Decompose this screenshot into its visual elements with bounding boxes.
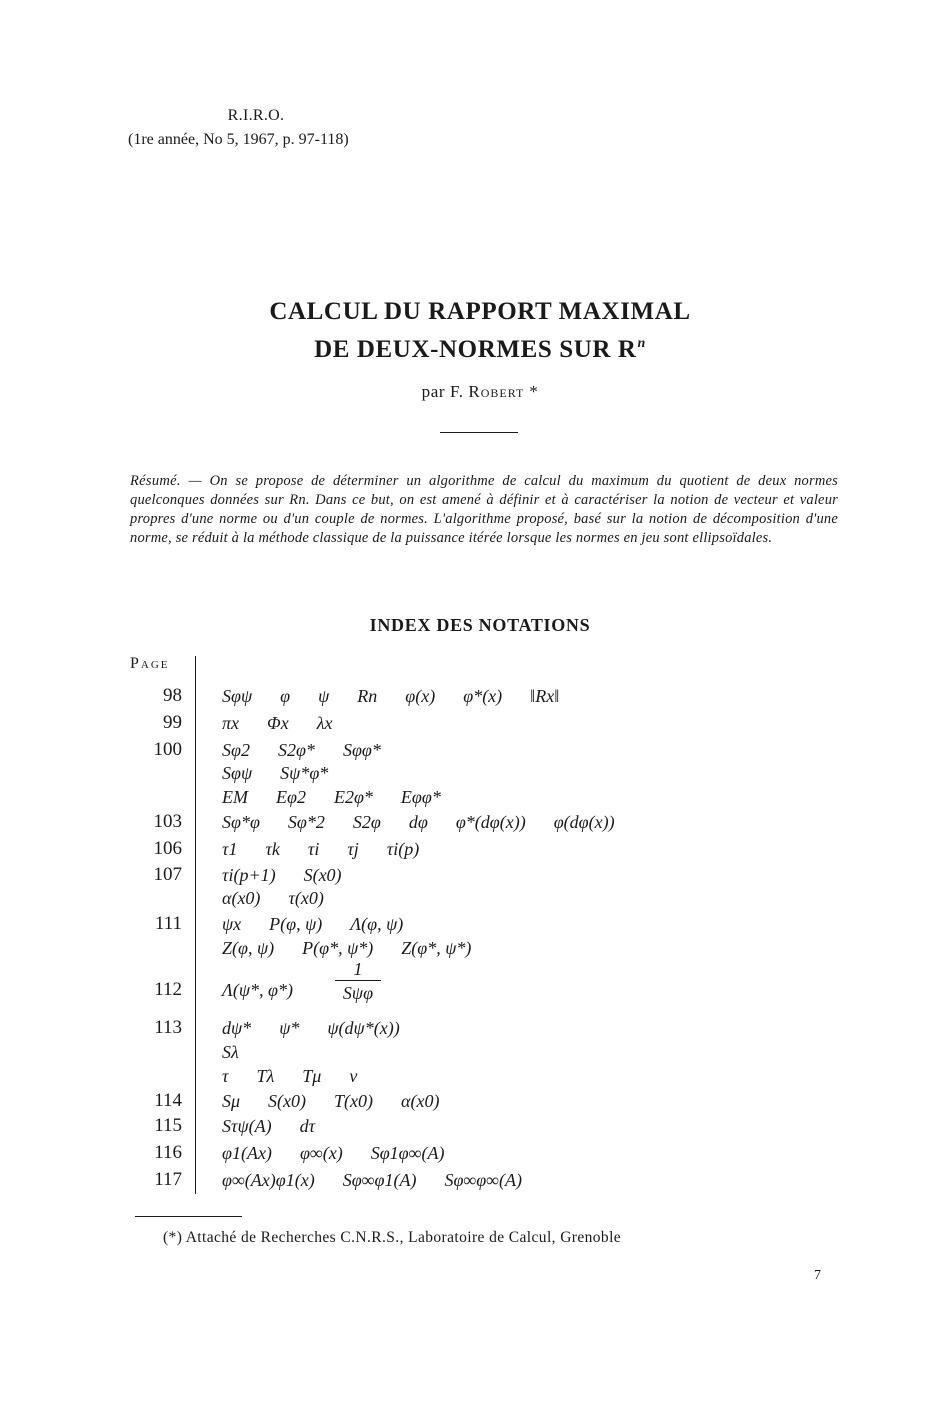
author-name: Robert (468, 382, 525, 401)
journal-issue: (1re année, No 5, 1967, p. 97-118) (128, 131, 349, 148)
abstract-label: Résumé. — (130, 473, 202, 489)
page-number: 7 (814, 1268, 821, 1283)
notation-symbol: Tμ (302, 1066, 322, 1086)
index-row (130, 1063, 830, 1089)
notation-symbol: τ1 (222, 839, 238, 859)
title-separator (440, 432, 518, 433)
index-row (130, 710, 830, 736)
index-symbols (222, 977, 321, 1003)
notation-symbol: ψ (318, 686, 330, 706)
notation-fraction (335, 959, 381, 1003)
notation-symbol: φ(x) (405, 686, 436, 706)
notation-symbol: ‖Rx‖ (530, 686, 560, 706)
notation-symbol: α(x0) (401, 1091, 440, 1111)
abstract-text: On se propose de déterminer un algorithme de calcul du maximum du quotient de deux normes quelconques données sur Rn. Dans ce but, on est amené à définir et à caractériser la notion de vecteur et valeur propres d'une norme ou d'un couple de normes. L'algorithme proposé, basé sur la notion de décomposition d'une norme, se réduit à la méthode classique de la puissance itérée lorsque les normes en jeu sont ellipsoïdales. (130, 473, 839, 546)
notation-symbol: τj (347, 839, 359, 859)
title-line-1: CALCUL DU RAPPORT MAXIMAL (269, 298, 691, 325)
notation-symbol: P(φ, ψ) (269, 914, 323, 934)
notation-symbol: Tλ (256, 1066, 275, 1086)
index-symbols (222, 809, 643, 835)
notation-symbol: S2φ* (277, 740, 315, 760)
notation-symbol: Sφ∞φ1(A) (342, 1170, 417, 1190)
notation-symbol: Rn (357, 686, 378, 706)
index-page-number: 98 (163, 685, 182, 706)
notation-symbol: τ(x0) (288, 888, 324, 908)
notation-symbol: φ(dφ(x)) (553, 812, 615, 832)
notation-symbol: Sτψ(A) (222, 1116, 272, 1136)
index-symbols (222, 1167, 550, 1193)
notation-symbol: Φx (267, 713, 289, 733)
notation-symbol: Z(φ, ψ) (222, 938, 275, 958)
notation-symbol: T(x0) (334, 1091, 374, 1111)
fraction-bar (335, 980, 381, 981)
notation-symbol: τi (307, 839, 320, 859)
notation-symbol: τi(p) (386, 839, 420, 859)
notation-symbol: Λ(ψ*, φ*) (222, 980, 293, 1000)
index-page-number: 107 (153, 864, 182, 885)
index-symbols (222, 1113, 343, 1139)
notation-symbol: ψ(dψ*(x)) (327, 1018, 400, 1038)
notation-symbol: Sμ (222, 1091, 241, 1111)
index-title: INDEX DES NOTATIONS (369, 615, 591, 635)
notation-symbol: S2φ (352, 812, 381, 832)
notation-symbol: τk (265, 839, 280, 859)
notation-symbol: Λ(φ, ψ) (350, 914, 404, 934)
notation-symbol: Sφψ (222, 763, 253, 783)
notation-symbol: ψx (222, 914, 242, 934)
notation-symbol: Sφ1φ∞(A) (370, 1143, 445, 1163)
index-row (130, 760, 830, 786)
index-row (130, 959, 830, 1003)
title-line-2: DE DEUX-NORMES SUR $R^n$ (314, 336, 646, 363)
index-row (130, 1140, 830, 1166)
author-mark: * (529, 382, 539, 401)
index-page-number: 117 (154, 1169, 182, 1190)
index-row (130, 1113, 830, 1139)
notation-symbol: Z(φ*, ψ*) (401, 938, 472, 958)
notation-symbol: dψ* (222, 1018, 252, 1038)
index-row (130, 784, 830, 810)
notation-symbol: φ∞(Ax)φ1(x) (222, 1170, 315, 1190)
notation-symbol: ψ* (279, 1018, 300, 1038)
index-row (130, 809, 830, 835)
notation-symbol: dτ (299, 1116, 316, 1136)
index-row (130, 1039, 830, 1065)
notation-symbol: Sφφ* (342, 740, 381, 760)
notation-symbol: φ*(x) (463, 686, 503, 706)
index-page-number: 111 (154, 913, 182, 934)
notation-symbol: P(φ*, ψ*) (302, 938, 374, 958)
notation-symbol: EM (222, 787, 248, 807)
notation-symbol: Sφ∞φ∞(A) (444, 1170, 523, 1190)
notation-symbol: S(x0) (303, 865, 342, 885)
paper-title (0, 296, 930, 366)
fraction-denominator: Sψφ (342, 983, 374, 1003)
notation-symbol: λx (316, 713, 333, 733)
notation-symbol: Eφφ* (400, 787, 441, 807)
index-page-number: 99 (163, 712, 182, 733)
index-symbols (222, 1063, 385, 1089)
index-page-number: 112 (154, 979, 182, 1000)
index-row (130, 911, 830, 937)
notation-symbol: Sφ*φ (222, 812, 260, 832)
index-symbols (222, 710, 361, 736)
notation-symbol: πx (222, 713, 240, 733)
index-row (130, 683, 830, 709)
index-symbols (222, 911, 431, 937)
index-symbols (222, 1015, 428, 1041)
page-column-header: Page (130, 655, 170, 672)
index-symbols (222, 836, 447, 862)
index-symbols (222, 683, 587, 709)
notation-symbol: φ (280, 686, 291, 706)
notation-symbol: Sψ*φ* (280, 763, 329, 783)
index-page-number: 100 (153, 739, 182, 760)
footnote-rule (135, 1216, 242, 1217)
index-row (130, 1167, 830, 1193)
index-symbols (222, 1088, 467, 1114)
index-page-number: 114 (154, 1090, 182, 1111)
notation-symbol: τi(p+1) (222, 865, 276, 885)
index-symbols (222, 760, 356, 786)
index-symbols (222, 784, 469, 810)
index-row (130, 935, 830, 961)
notation-symbol: Sφ2 (222, 740, 250, 760)
notation-symbol: Sλ (222, 1042, 239, 1062)
notation-symbol: Sφψ (222, 686, 253, 706)
index-symbols (222, 935, 499, 961)
notation-symbol: ν (349, 1066, 358, 1086)
index-row (130, 885, 830, 911)
notation-symbol: S(x0) (268, 1091, 307, 1111)
author-line (0, 382, 930, 402)
index-row (130, 1015, 830, 1041)
notation-symbol: α(x0) (222, 888, 261, 908)
index-symbols (222, 885, 352, 911)
index-row (130, 836, 830, 862)
index-page-number: 113 (154, 1017, 182, 1038)
index-page-number: 103 (153, 811, 182, 832)
index-symbols (222, 1039, 267, 1065)
fraction-numerator: 1 (353, 959, 363, 979)
author-prefix: par F. (421, 382, 464, 401)
index-page-number: 106 (153, 838, 182, 859)
notation-symbol: φ*(dφ(x)) (455, 812, 526, 832)
notation-symbol: φ1(Ax) (222, 1143, 272, 1163)
index-symbols (222, 1140, 472, 1166)
index-page-number: 116 (154, 1142, 182, 1163)
footnote: (*) Attaché de Recherches C.N.R.S., Laboratoire de Calcul, Grenoble (163, 1229, 622, 1246)
notation-symbol: Eφ2 (276, 787, 306, 807)
index-page-number: 115 (154, 1115, 182, 1136)
abstract (130, 472, 838, 548)
notation-symbol: φ∞(x) (299, 1143, 343, 1163)
journal-name: R.I.R.O. (227, 107, 285, 124)
notation-symbol: Sφ*2 (287, 812, 325, 832)
notation-symbol: dφ (408, 812, 428, 832)
notation-symbol: τ (222, 1066, 229, 1086)
notation-symbol: E2φ* (333, 787, 373, 807)
index-row (130, 1088, 830, 1114)
